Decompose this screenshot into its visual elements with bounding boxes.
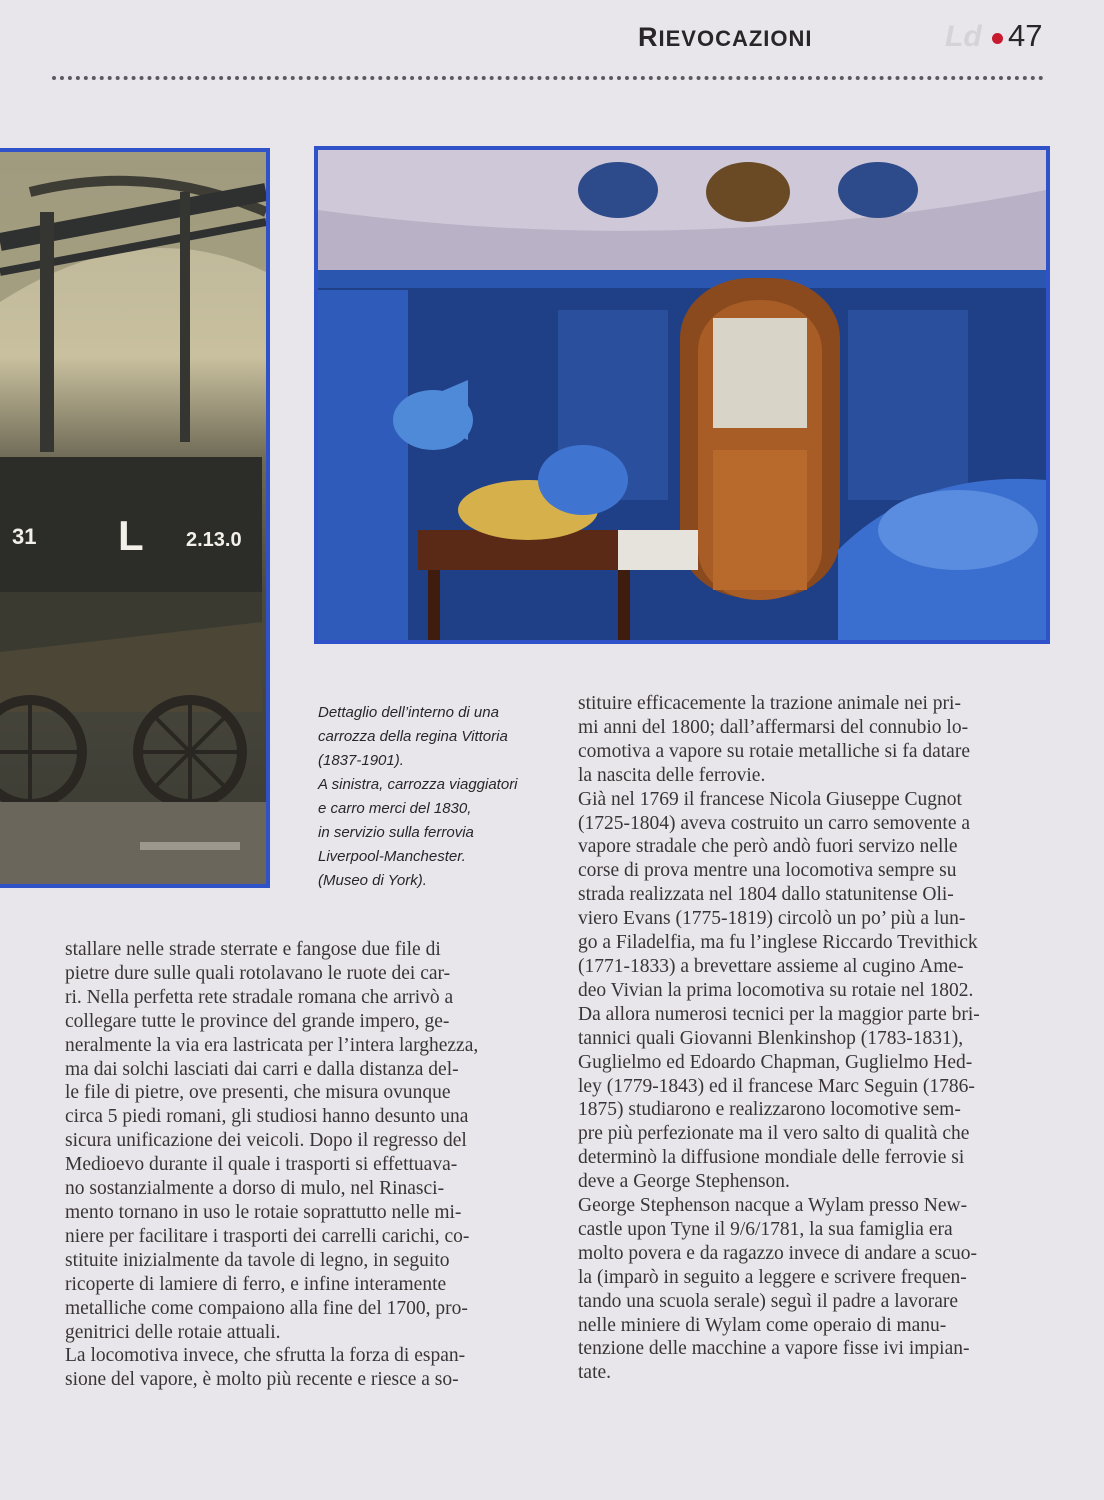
text-line: mi anni del 1800; dall’affermarsi del connubio lo- <box>578 716 969 738</box>
photo-museum-wagons <box>0 148 270 888</box>
text-line: tate. <box>578 1362 612 1384</box>
text-line: stituire efficacemente la trazione animale nei pri- <box>578 693 961 714</box>
text-line: metalliche come compaiono alla fine del 1700, pro- <box>65 1297 468 1319</box>
text-line: la nascita delle ferrovie. <box>578 764 766 786</box>
text-line: molto povera e da ragazzo invece di andare a scuo- <box>578 1242 978 1264</box>
article-column-right <box>578 692 1040 1385</box>
magazine-logo: Ld <box>945 20 982 53</box>
text-line: genitrici delle rotaie attuali. <box>65 1321 281 1343</box>
text-line: Già nel 1769 il francese Nicola Giuseppe Cugnot <box>578 788 962 810</box>
text-line: pietre dure sulle quali rotolavano le ruote dei car- <box>65 962 451 984</box>
text-line: sicura unificazione dei veicoli. Dopo il regresso del <box>65 1130 467 1152</box>
caption-line: carrozza della regina Vittoria <box>318 728 508 745</box>
text-line: collegare tutte le province del grande impero, ge- <box>65 1010 450 1032</box>
caption-line: (1837-1901). <box>318 752 404 769</box>
text-line: (1725-1804) aveva costruito un carro semovente a <box>578 812 971 834</box>
wagon-marking-code: 2.13.0 <box>186 529 242 551</box>
text-line: go a Filadelfia, ma fu l’inglese Riccardo Trevithick <box>578 932 978 954</box>
caption-line: A sinistra, carrozza viaggiatori <box>318 776 518 793</box>
page-number: 47 <box>1008 18 1043 53</box>
text-line: pre più perfezionate ma il vero salto di qualità che <box>578 1123 970 1145</box>
text-line: Medioevo durante il quale i trasporti si effettuava- <box>65 1154 458 1176</box>
text-line: circa 5 piedi romani, gli studiosi hanno desunto una <box>65 1106 469 1128</box>
text-line: strada realizzata nel 1804 dallo statunitense Oli- <box>578 884 954 906</box>
text-line: vapore stradale che però andò fuori servizo nelle <box>578 836 958 858</box>
text-line: le file di pietre, ove presenti, che misura ovunque <box>65 1082 451 1104</box>
text-line: neralmente la via era lastricata per l’intera larghezza, <box>65 1034 479 1056</box>
caption-line: (Museo di York). <box>318 872 427 889</box>
text-line: tenzione delle macchine a vapore fisse ivi impian- <box>578 1338 970 1360</box>
text-line: corse di prova mentre una locomotiva sempre su <box>578 860 957 882</box>
text-line: mento tornano in uso le rotaie soprattutto nelle mi- <box>65 1201 462 1223</box>
section-title <box>638 22 813 53</box>
photo-royal-carriage-interior <box>314 146 1050 644</box>
text-line: deve a George Stephenson. <box>578 1171 790 1193</box>
text-line: nelle miniere di Wylam come operaio di manu- <box>578 1314 947 1336</box>
text-line: no sostanzialmente a dorso di mulo, nel Rinasci- <box>65 1178 445 1200</box>
article-column-left <box>65 938 543 1392</box>
text-line: ri. Nella perfetta rete stradale romana che arrivò a <box>65 986 454 1008</box>
caption-line: Dettaglio dell’interno di una <box>318 704 499 721</box>
header-bullet <box>992 33 1003 44</box>
caption-line: in servizio sulla ferrovia <box>318 824 474 841</box>
carriage-illustration <box>318 150 1046 640</box>
text-line: Da allora numerosi tecnici per la maggior parte bri- <box>578 1003 980 1025</box>
text-line: La locomotiva invece, che sfrutta la forza di espan- <box>65 1345 466 1367</box>
text-line: (1771-1833) a brevettare assieme al cugino Ame- <box>578 955 964 977</box>
text-line: ricoperte di lamiere di ferro, e infine interamente <box>65 1273 447 1295</box>
text-line: deo Vivian la prima locomotiva su rotaie nel 1802. <box>578 979 974 1001</box>
caption-line: Liverpool-Manchester. <box>318 848 466 865</box>
text-line: Guglielmo ed Edoardo Chapman, Guglielmo Hed- <box>578 1051 973 1073</box>
text-line: sione del vapore, è molto più recente e riesce a so- <box>65 1369 459 1391</box>
text-line: ley (1779-1843) ed il francese Marc Seguin (1786- <box>578 1075 975 1097</box>
text-line: tando una scuola serale) seguì il padre a lavorare <box>578 1290 959 1312</box>
wagon-marking-letter: L <box>118 512 144 559</box>
caption-line: e carro merci del 1830, <box>318 800 472 817</box>
photo-caption <box>318 701 560 893</box>
wagon-illustration <box>0 152 266 888</box>
text-line: 1875) studiarono e realizzarono locomotive sem- <box>578 1099 961 1121</box>
text-line: George Stephenson nacque a Wylam presso New- <box>578 1195 968 1217</box>
text-line: determinò la diffusione mondiale delle ferrovie si <box>578 1147 965 1169</box>
wagon-marking-number: 31 <box>12 524 37 549</box>
text-line: comotiva a vapore su rotaie metalliche si fa datare <box>578 740 970 762</box>
dotted-divider <box>52 76 1044 80</box>
text-line: niere per facilitare i trasporti dei carrelli carichi, co- <box>65 1225 470 1247</box>
text-line: la (imparò in seguito a leggere e scrivere frequen- <box>578 1266 967 1288</box>
section-title-rest: IEVOCAZIONI <box>658 26 813 51</box>
text-line: tannici quali Giovanni Blenkinshop (1783-1831), <box>578 1027 964 1049</box>
text-line: castle upon Tyne il 9/6/1781, la sua famiglia era <box>578 1218 953 1240</box>
text-line: ma dai solchi lasciati dai carri e dalla distanza del- <box>65 1058 459 1080</box>
text-line: stituite inizialmente da tavole di legno, in seguito <box>65 1249 450 1271</box>
text-line: viero Evans (1775-1819) circolò un po’ più a lun- <box>578 908 966 930</box>
text-line: stallare nelle strade sterrate e fangose due file di <box>65 939 441 960</box>
section-title-initial: R <box>638 22 659 52</box>
